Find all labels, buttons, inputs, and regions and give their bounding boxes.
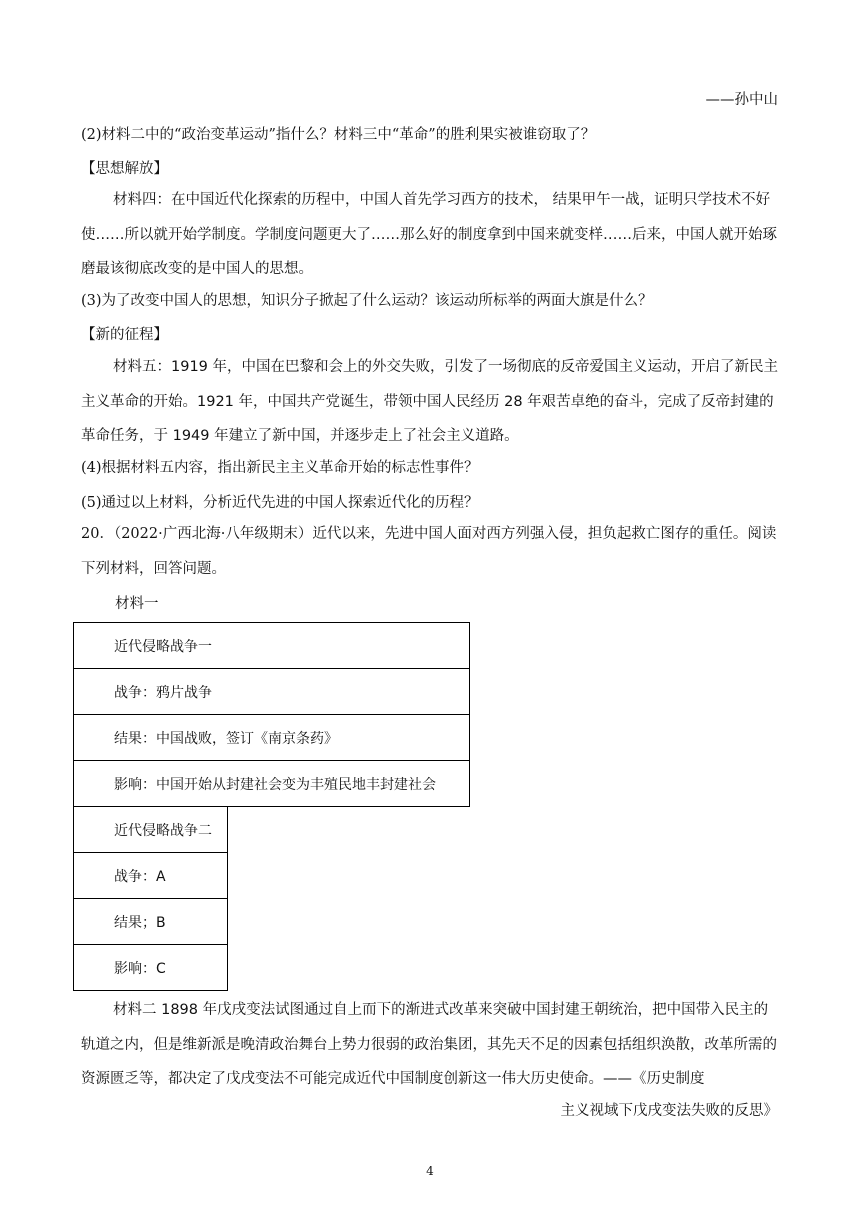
table-2-row-title: 近代侵略战争二 <box>73 806 228 853</box>
section-heading-new-journey: 【新的征程】 <box>81 327 168 343</box>
table-2-row-result: 结果；B <box>73 898 228 945</box>
material-1-label: 材料一 <box>115 596 159 612</box>
table-1-row-result: 结果：中国战败，签订《南京条药》 <box>73 714 470 761</box>
table-1-row-war: 战争：鸦片战争 <box>73 668 470 715</box>
question-3: (3)为了改变中国人的思想，知识分子掀起了什么运动？该运动所标举的两面大旗是什么？ <box>81 293 653 309</box>
section-heading-thought-liberation: 【思想解放】 <box>81 161 168 177</box>
table-1-row-title: 近代侵略战争一 <box>73 622 470 669</box>
material-2-paragraph: 材料二 1898 年戊戌变法试图通过自上而下的渐进式改革来突破中国封建王朝统治，把中国带入民主的轨道之内，但是维新派是晚清政治舞台上势力很弱的政治集团，其先天不足的因素包括组织涣散，改革所需的资源匮乏等，都决定了戊戌变法不可能完成近代中国制度创新这一伟大历史使命。——《历史制度 <box>81 1002 777 1087</box>
table-2-row-war: 战争：A <box>73 852 228 899</box>
page-number: 4 <box>426 1164 434 1178</box>
question-4: (4)根据材料五内容，指出新民主主义革命开始的标志性事件？ <box>81 460 479 476</box>
material-4-paragraph: 材料四：在中国近代化探索的历程中，中国人首先学习西方的技术， 结果甲午一战，证明只学技术不好使……所以就开始学制度。学制度问题更大了……那么好的制度拿到中国来就变样……后来，中国人就开始琢磨最该彻底改变的是中国人的思想。 <box>81 192 777 277</box>
material-2-source-end: 主义视域下戊戌变法失败的反思》 <box>560 1103 778 1119</box>
question-5: (5)通过以上材料，分析近代先进的中国人探索近代化的历程？ <box>81 495 479 511</box>
question-20-intro: 20．（2022·广西北海·八年级期末）近代以来，先进中国人面对西方列强入侵，担负起救亡图存的重任。阅读下列材料，回答问题。 <box>81 526 777 577</box>
question-2: (2)材料二中的“政治变革运动”指什么？材料三中“革命”的胜利果实被谁窃取了？ <box>81 127 596 143</box>
table-1-row-impact: 影响：中国开始从封建社会变为丰殖民地丰封建社会 <box>73 760 470 807</box>
material-5-paragraph: 材料五：1919 年，中国在巴黎和会上的外交失败，引发了一场彻底的反帝爱国主义运动，开启了新民主主义革命的开始。1921 年，中国共产党诞生，带领中国人民经历 28 年艰苦卓绝的奋斗，完成了反帝封建的革命任务，于 1949 年建立了新中国，并逐步走上了社会主义道路。 <box>81 359 779 444</box>
table-2-row-impact: 影响：C <box>73 944 228 991</box>
attribution-sun-zhongshan: ——孙中山 <box>705 92 778 108</box>
